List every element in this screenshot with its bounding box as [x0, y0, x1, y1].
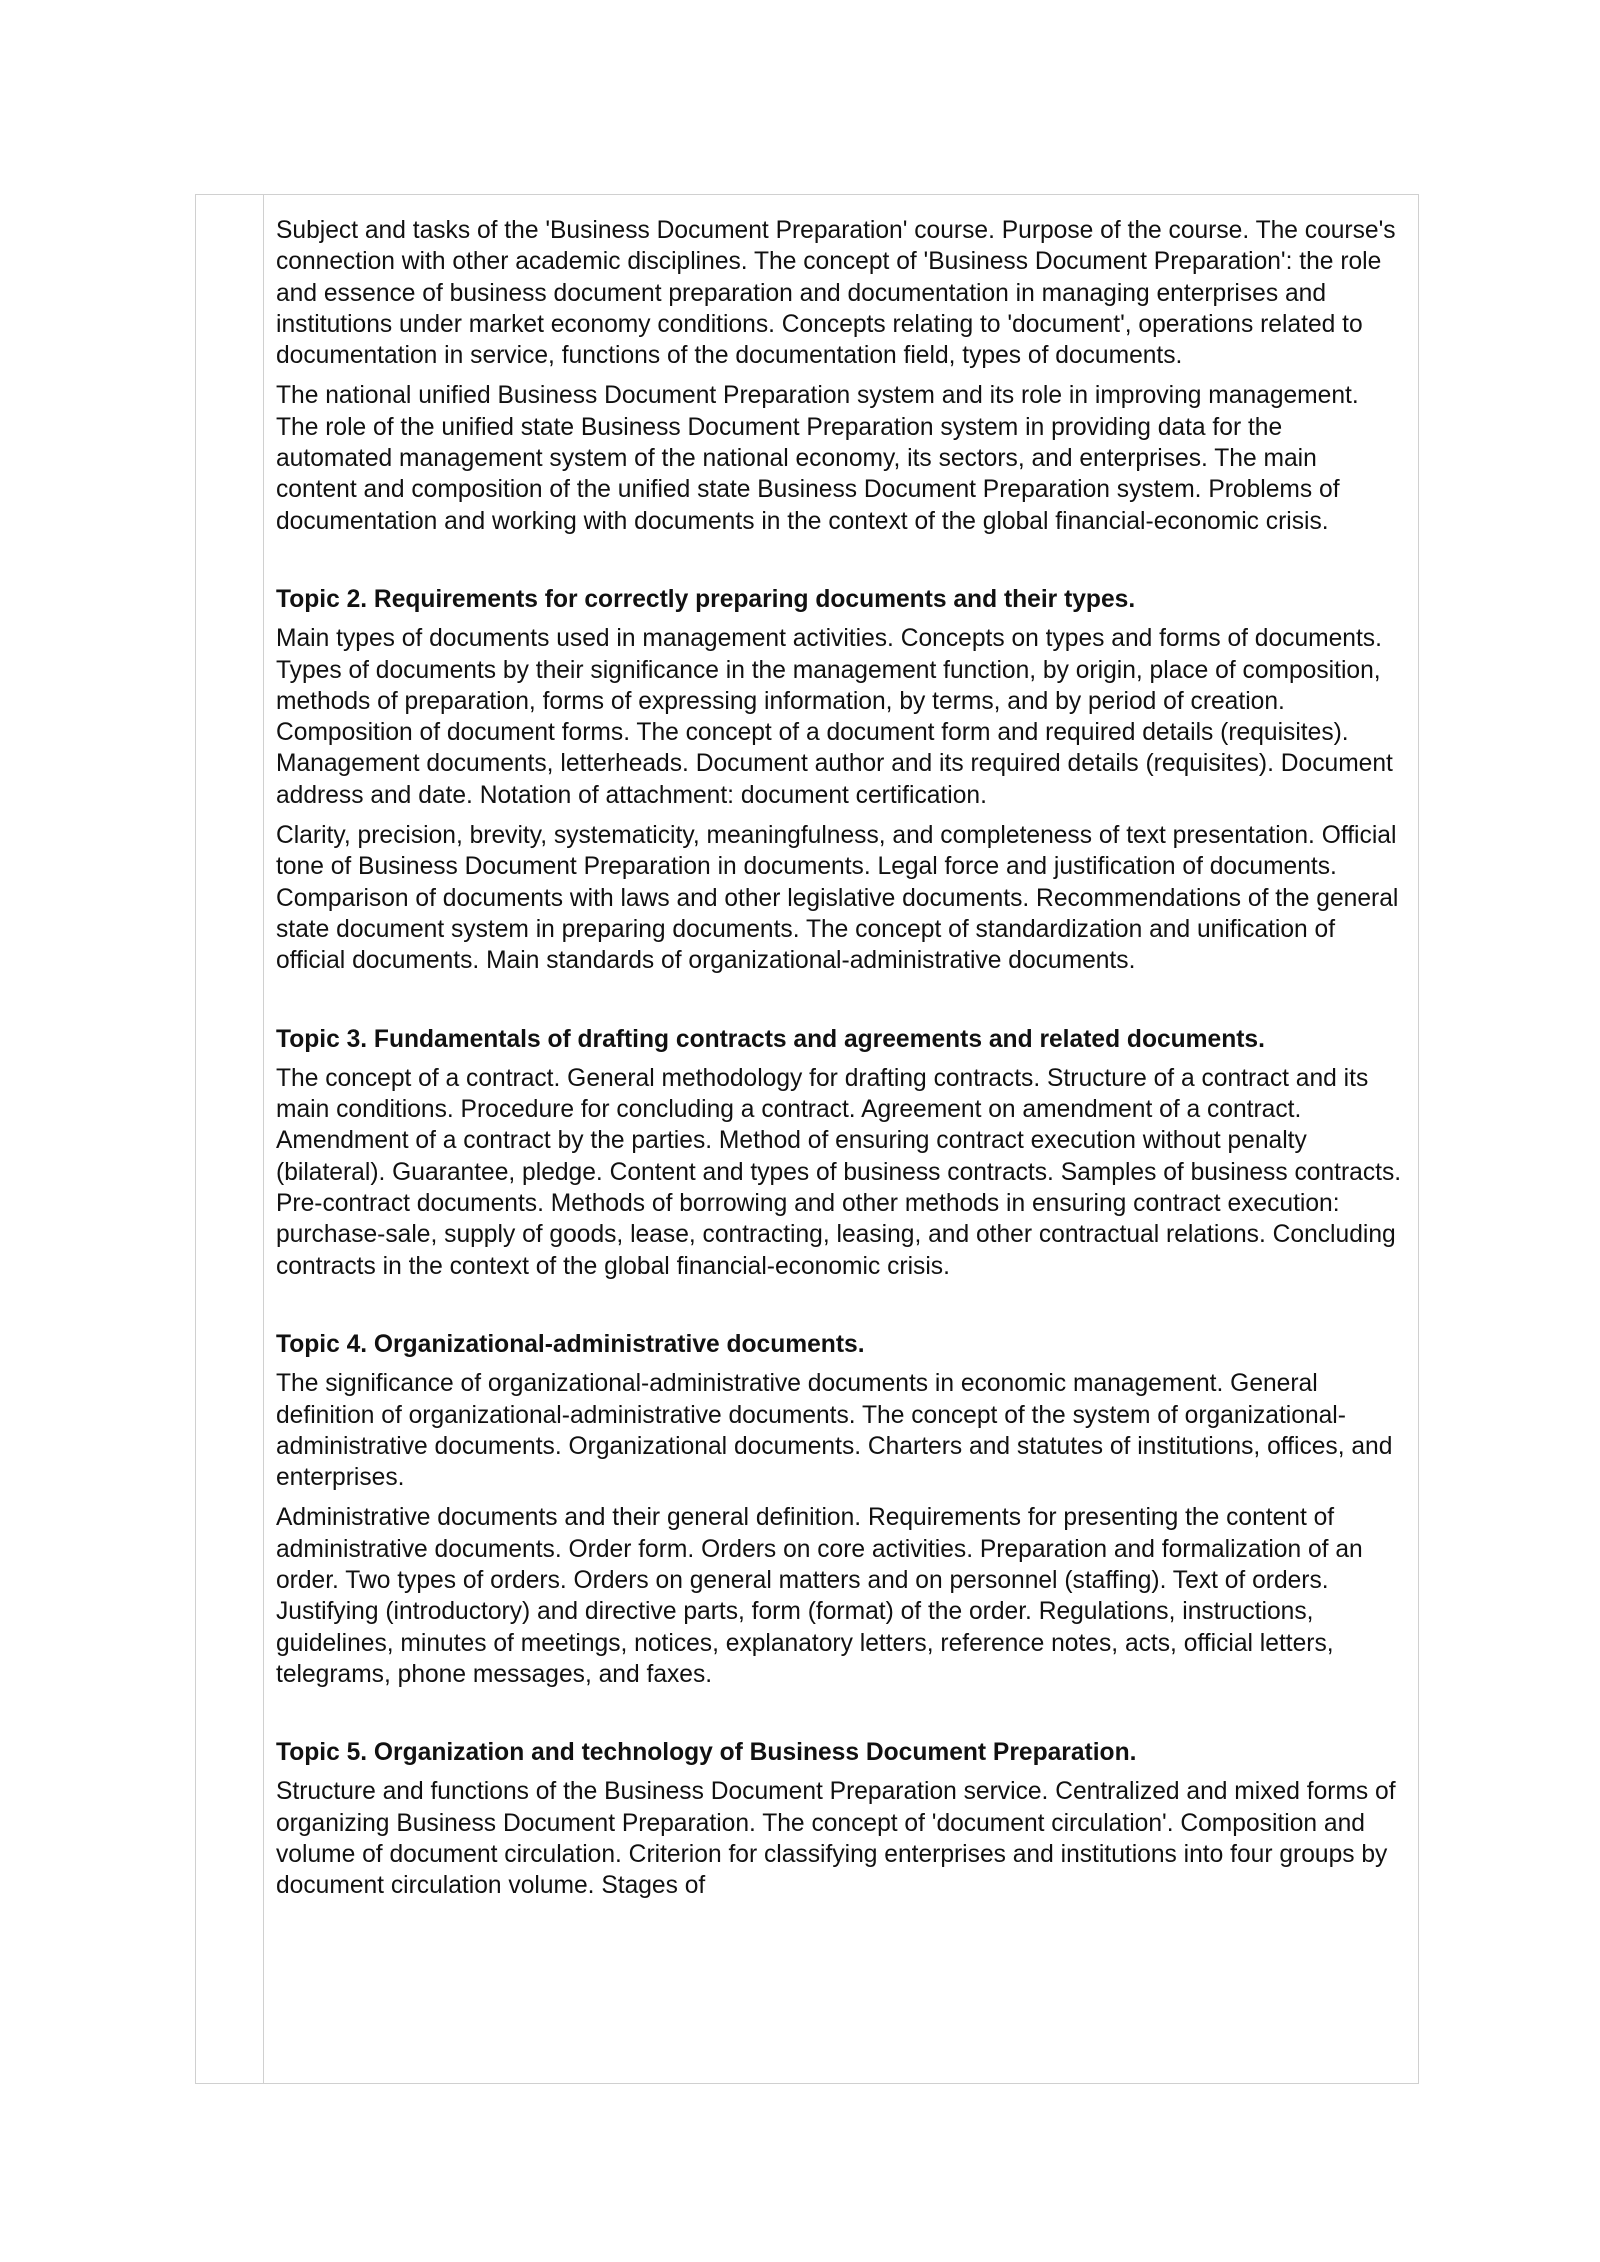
intro-paragraph-1: Subject and tasks of the 'Business Document Preparation' course. Purpose of the course. The course's connection with other academic disciplines. The concept of 'Business Document Preparation': the role and essence of business document preparation and documentation in managing enterprises and institutions under market economy conditions. Concepts relating to 'document', operations related to documentation in service, functions of the documentation field, types of documents.	[276, 217, 1396, 370]
intro-paragraph-2: The national unified Business Document Preparation system and its role in improving management. The role of the unified state Business Document Preparation system in providing data for the automated management system of the national economy, its sectors, and enterprises. The main content and composition of the unified state Business Document Preparation system. Problems of documentation and working with documents in the context of the global financial-economic crisis.	[276, 382, 1359, 535]
topic-5-paragraph-1: Structure and functions of the Business Document Preparation service. Centralized and mixed forms of organizing Business Document Preparation. The concept of 'document circulation'. Composition and volume of document circulation. Criterion for classifying enterprises and institutions into four groups by document circulation volume. Stages of	[276, 1778, 1396, 1900]
topic-2-title: Topic 2. Requirements for correctly preparing documents and their types.	[276, 585, 1136, 613]
topic-5-title: Topic 5. Organization and technology of Business Document Preparation.	[276, 1739, 1137, 1767]
topic-4-paragraph-2: Administrative documents and their general definition. Requirements for presenting the content of administrative documents. Order form. Orders on core activities. Preparation and formalization of an order. Two types of orders. Orders on general matters and on personnel (staffing). Text of orders. Justifying (introductory) and directive parts, form (format) of the order. Regulations, instructions, guidelines, minutes of meetings, notices, explanatory letters, reference notes, acts, official letters, telegrams, phone messages, and faxes.	[276, 1504, 1363, 1688]
topic-3-section	[276, 1024, 1404, 1282]
topic-2-section	[276, 584, 1404, 977]
left-column	[196, 195, 264, 2083]
topic-4-title: Topic 4. Organizational-administrative documents.	[276, 1330, 865, 1358]
topic-3-paragraph-1: The concept of a contract. General methodology for drafting contracts. Structure of a contract and its main conditions. Procedure for concluding a contract. Agreement on amendment of a contract. Amendment of a contract by the parties. Method of ensuring contract execution without penalty (bilateral). Guarantee, pledge. Content and types of business contracts. Samples of business contracts. Pre-contract documents. Methods of borrowing and other methods in ensuring contract execution: purchase-sale, supply of goods, lease, contracting, leasing, and other contractual relations. Concluding contracts in the context of the global financial-economic crisis.	[276, 1064, 1402, 1280]
topic-4-paragraph-1: The significance of organizational-administrative documents in economic management. General definition of organizational-administrative documents. The concept of the system of organizational-administrative documents. Organizational documents. Charters and statutes of institutions, offices, and enterprises.	[276, 1370, 1393, 1492]
topic-2-paragraph-2: Clarity, precision, brevity, systematicity, meaningfulness, and completeness of text presentation. Official tone of Business Document Preparation in documents. Legal force and justification of documents. Comparison of documents with laws and other legislative documents. Recommendations of the general state document system in preparing documents. The concept of standardization and unification of official documents. Main standards of organizational-administrative documents.	[276, 822, 1399, 975]
topic-2-paragraph-1: Main types of documents used in management activities. Concepts on types and forms of documents. Types of documents by their significance in the management function, by origin, place of composition, methods of preparation, forms of expressing information, by terms, and by period of creation. Composition of document forms. The concept of a document form and required details (requisites). Management documents, letterheads. Document author and its required details (requisites). Document address and date. Notation of attachment: document certification.	[276, 625, 1393, 809]
topic-3-title: Topic 3. Fundamentals of drafting contracts and agreements and related documents.	[276, 1025, 1265, 1053]
content-column	[264, 195, 1418, 2083]
topic-4-section	[276, 1329, 1404, 1690]
content-table	[195, 194, 1419, 2084]
topic-5-section	[276, 1737, 1404, 1901]
